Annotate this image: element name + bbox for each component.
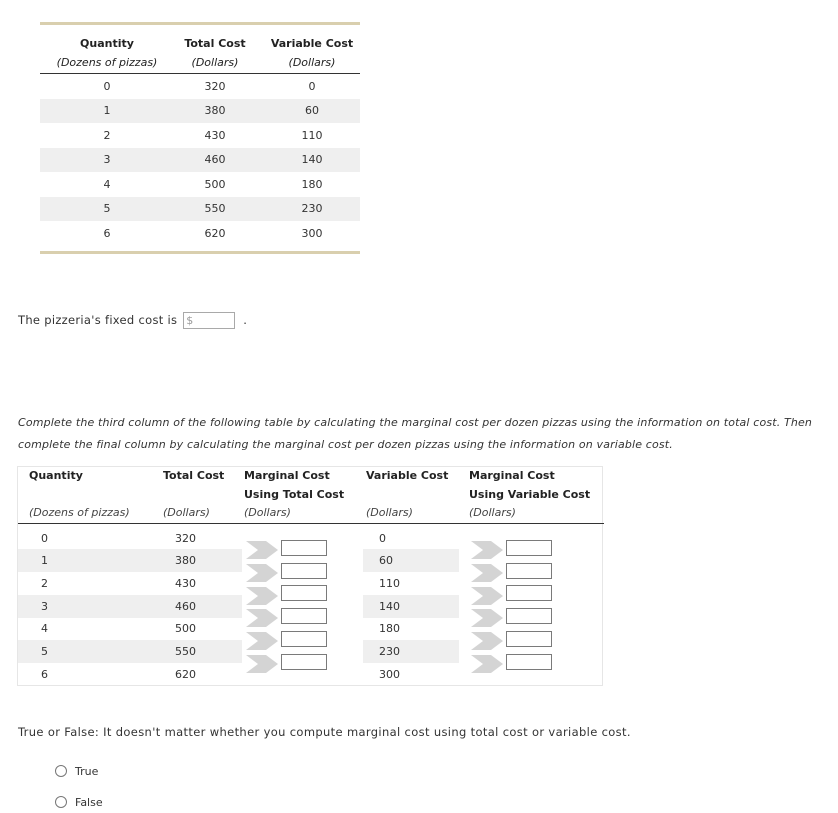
mc-var-input-5[interactable] xyxy=(506,631,552,647)
marginal-cost-table xyxy=(17,466,603,686)
cell-quantity: 0 xyxy=(41,532,48,545)
table-row xyxy=(40,148,360,172)
header-rule xyxy=(40,73,360,74)
cell-variable-cost: 180 xyxy=(301,178,323,191)
chevron-right-icon xyxy=(244,585,280,607)
cell-variable-cost: 60 xyxy=(379,554,393,567)
table-row xyxy=(40,197,360,221)
mc-var-input-3[interactable] xyxy=(506,585,552,601)
header-total-cost: Total Cost xyxy=(163,469,225,482)
mc-total-input-2[interactable] xyxy=(281,563,327,579)
cell-variable-cost: 180 xyxy=(379,622,400,635)
mc-total-input-1[interactable] xyxy=(281,540,327,556)
cell-quantity: 6 xyxy=(103,227,111,240)
table-top-rule xyxy=(40,22,360,25)
row-shade xyxy=(363,549,459,572)
table-row xyxy=(40,173,360,197)
header-mc-var-line2: Using Variable Cost xyxy=(469,488,591,501)
cell-variable-cost: 60 xyxy=(305,104,319,117)
table-row xyxy=(40,75,360,99)
cell-quantity: 2 xyxy=(41,577,48,590)
table-bottom-rule xyxy=(40,251,360,254)
chevron-right-icon xyxy=(469,653,505,675)
header-rule xyxy=(18,523,604,524)
row-shade xyxy=(363,595,459,618)
option-true[interactable] xyxy=(55,762,98,782)
chevron-right-icon xyxy=(469,562,505,584)
chevron-right-icon xyxy=(244,539,280,561)
cell-quantity: 6 xyxy=(41,668,48,681)
cell-variable-cost: 140 xyxy=(379,600,400,613)
cell-total-cost: 550 xyxy=(204,202,226,215)
fixed-cost-input[interactable] xyxy=(183,312,235,329)
chevron-right-icon xyxy=(244,607,280,629)
cell-quantity: 1 xyxy=(103,104,111,117)
chevron-right-icon xyxy=(469,630,505,652)
instructions-text: Complete the third column of the following table by calculating the marginal cost per dozen pizzas using the information on total cost. Then complete the final column by calculating the marginal cost per dozen pizzas using the information on variable cost. xyxy=(18,416,813,451)
cell-quantity: 0 xyxy=(103,80,111,93)
header-total-cost-unit: (Dollars) xyxy=(163,506,210,519)
cell-variable-cost: 110 xyxy=(379,577,400,590)
cell-quantity: 3 xyxy=(41,600,48,613)
cell-quantity: 5 xyxy=(41,645,48,658)
row-shade xyxy=(18,640,242,663)
cell-quantity: 3 xyxy=(103,153,111,166)
header-mc-total-unit: (Dollars) xyxy=(244,506,291,519)
header-total-cost-unit: (Dollars) xyxy=(191,56,239,69)
header-mc-total-line2: Using Total Cost xyxy=(244,488,345,501)
cell-quantity: 5 xyxy=(103,202,111,215)
cell-total-cost: 460 xyxy=(175,600,196,613)
cell-total-cost: 380 xyxy=(175,554,196,567)
cell-quantity: 4 xyxy=(103,178,111,191)
header-quantity: Quantity xyxy=(80,37,134,50)
mc-var-input-1[interactable] xyxy=(506,540,552,556)
header-variable-cost: Variable Cost xyxy=(366,469,449,482)
table-row xyxy=(40,222,360,246)
mc-total-input-4[interactable] xyxy=(281,608,327,624)
cell-variable-cost: 300 xyxy=(301,227,323,240)
fixed-cost-prompt: The pizzeria's fixed cost is xyxy=(18,313,178,327)
cost-table xyxy=(40,22,360,256)
cell-total-cost: 320 xyxy=(204,80,226,93)
header-quantity: Quantity xyxy=(29,469,83,482)
table-row xyxy=(40,124,360,148)
fixed-cost-suffix: . xyxy=(243,313,248,327)
cell-variable-cost: 230 xyxy=(301,202,323,215)
cell-total-cost: 620 xyxy=(175,668,196,681)
cell-quantity: 1 xyxy=(41,554,48,567)
true-false-question: True or False: It doesn't matter whether you compute marginal cost using total cost or variable cost. xyxy=(18,725,631,739)
mc-var-input-4[interactable] xyxy=(506,608,552,624)
cell-total-cost: 430 xyxy=(204,129,226,142)
radio-button-icon[interactable] xyxy=(55,765,67,777)
cell-quantity: 4 xyxy=(41,622,48,635)
row-shade xyxy=(363,640,459,663)
mc-total-input-5[interactable] xyxy=(281,631,327,647)
cell-total-cost: 460 xyxy=(204,153,226,166)
header-mc-var-unit: (Dollars) xyxy=(469,506,516,519)
option-true-label: True xyxy=(75,765,99,778)
cell-total-cost: 550 xyxy=(175,645,196,658)
cell-total-cost: 500 xyxy=(175,622,196,635)
chevron-right-icon xyxy=(244,653,280,675)
cell-quantity: 2 xyxy=(103,129,111,142)
header-variable-cost: Variable Cost xyxy=(270,37,354,50)
cell-total-cost: 380 xyxy=(204,104,226,117)
cell-total-cost: 430 xyxy=(175,577,196,590)
cell-total-cost: 320 xyxy=(175,532,196,545)
chevron-right-icon xyxy=(469,539,505,561)
header-variable-cost-unit: (Dollars) xyxy=(288,56,336,69)
cell-total-cost: 500 xyxy=(204,178,226,191)
fixed-cost-question xyxy=(18,310,247,330)
header-quantity-unit: (Dozens of pizzas) xyxy=(56,56,158,69)
mc-var-input-2[interactable] xyxy=(506,563,552,579)
cell-variable-cost: 300 xyxy=(379,668,400,681)
chevron-right-icon xyxy=(469,607,505,629)
row-shade xyxy=(18,549,242,572)
cell-variable-cost: 110 xyxy=(301,129,323,142)
radio-button-icon[interactable] xyxy=(55,796,67,808)
row-shade xyxy=(18,595,242,618)
cell-variable-cost: 0 xyxy=(379,532,386,545)
cell-total-cost: 620 xyxy=(204,227,226,240)
mc-var-input-6[interactable] xyxy=(506,654,552,670)
cell-variable-cost: 0 xyxy=(308,80,316,93)
header-quantity-unit: (Dozens of pizzas) xyxy=(29,506,130,519)
chevron-right-icon xyxy=(244,562,280,584)
header-mc-var-line1: Marginal Cost xyxy=(469,469,555,482)
header-total-cost: Total Cost xyxy=(184,37,246,50)
header-variable-cost-unit: (Dollars) xyxy=(366,506,413,519)
currency-symbol: $ xyxy=(186,314,194,327)
chevron-right-icon xyxy=(244,630,280,652)
option-false[interactable] xyxy=(55,793,103,813)
mc-total-input-6[interactable] xyxy=(281,654,327,670)
header-mc-total-line1: Marginal Cost xyxy=(244,469,330,482)
option-false-label: False xyxy=(75,796,103,809)
cell-variable-cost: 230 xyxy=(379,645,400,658)
table-row xyxy=(40,99,360,123)
mc-total-input-3[interactable] xyxy=(281,585,327,601)
chevron-right-icon xyxy=(469,585,505,607)
cell-variable-cost: 140 xyxy=(301,153,323,166)
